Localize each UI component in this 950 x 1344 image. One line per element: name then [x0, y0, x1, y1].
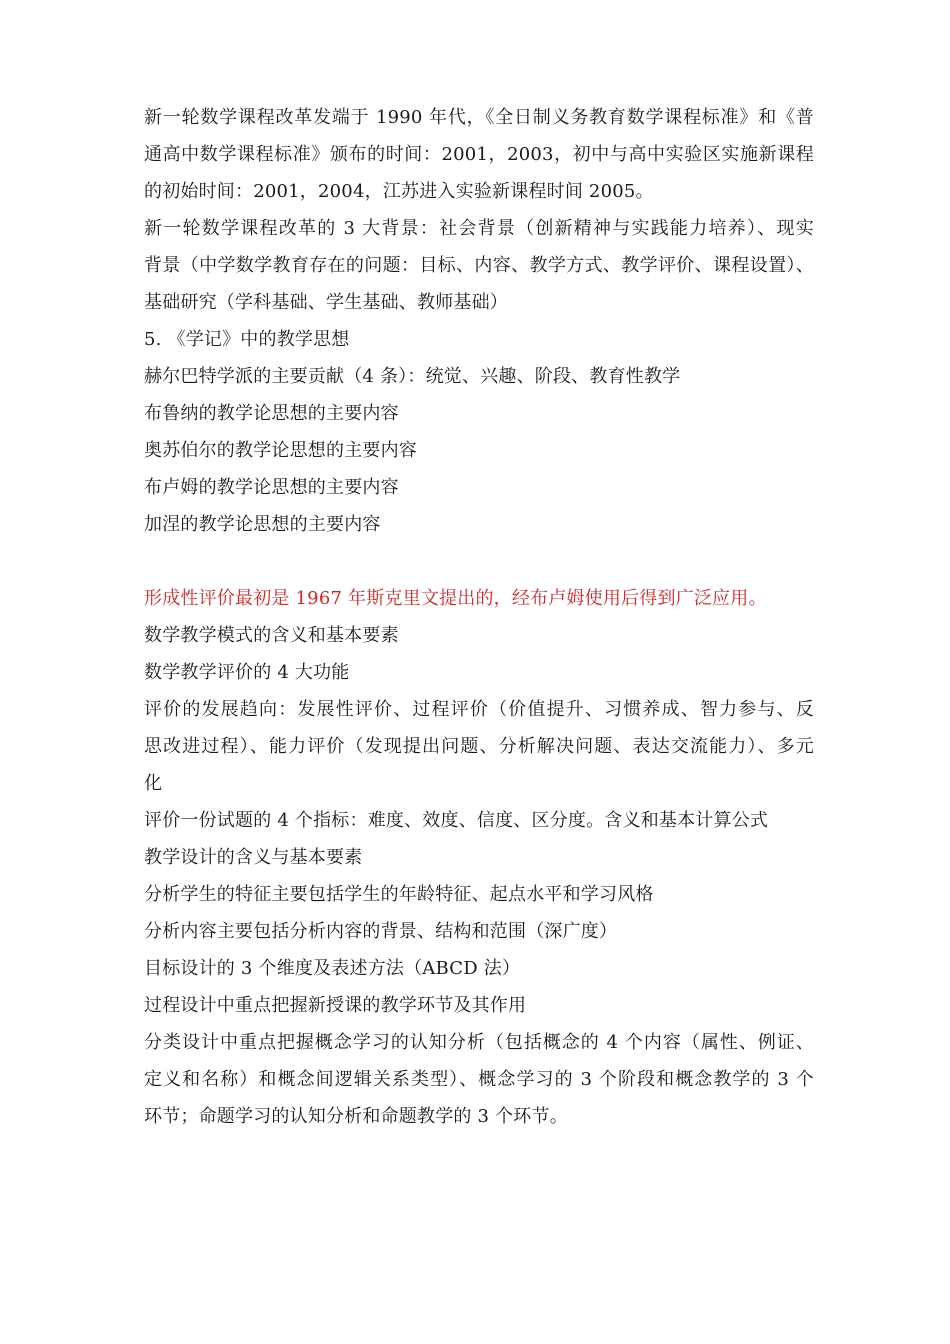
paragraph-line: 教学设计的含义与基本要素 — [144, 847, 363, 868]
paragraph-line: 布卢姆的教学论思想的主要内容 — [144, 477, 399, 498]
paragraph-line: 的初始时间：2001，2004，江苏进入实验新课程时间 2005。 — [144, 181, 654, 202]
paragraph-line: 评价一份试题的 4 个指标：难度、效度、信度、区分度。含义和基本计算公式 — [144, 810, 769, 831]
paragraph-line: 定义和名称）和概念间逻辑关系类型）、概念学习的 3 个阶段和概念教学的 3 个 — [144, 1069, 814, 1090]
paragraph-line: 数学教学模式的含义和基本要素 — [144, 625, 399, 646]
paragraph-line: 化 — [144, 773, 163, 794]
paragraph-line: 目标设计的 3 个维度及表述方法（ABCD 法） — [144, 958, 521, 979]
paragraph-line: 新一轮数学课程改革的 3 大背景：社会背景（创新精神与实践能力培养）、现实 — [144, 218, 814, 239]
paragraph-line: 思改进过程）、能力评价（发现提出问题、分析解决问题、表达交流能力）、多元 — [144, 736, 814, 757]
paragraph-line: 赫尔巴特学派的主要贡献（4 条）：统觉、兴趣、阶段、教育性教学 — [144, 366, 681, 387]
paragraph-line: 背景（中学数学教育存在的问题：目标、内容、教学方式、教学评价、课程设置）、 — [144, 255, 814, 276]
document-page — [144, 99, 814, 1135]
paragraph-line: 基础研究（学科基础、学生基础、教师基础） — [144, 292, 508, 313]
paragraph-line: 奥苏伯尔的教学论思想的主要内容 — [144, 440, 417, 461]
paragraph-line: 过程设计中重点把握新授课的教学环节及其作用 — [144, 995, 527, 1016]
paragraph-line: 分析学生的特征主要包括学生的年龄特征、起点水平和学习风格 — [144, 884, 654, 905]
paragraph-line: 分析内容主要包括分析内容的背景、结构和范围（深广度） — [144, 921, 618, 942]
paragraph-line: 新一轮数学课程改革发端于 1990 年代，《全日制义务教育数学课程标准》和《普 — [144, 107, 814, 128]
paragraph-line: 数学教学评价的 4 大功能 — [144, 662, 350, 683]
paragraph-line: 通高中数学课程标准》颁布的时间：2001，2003，初中与高中实验区实施新课程 — [144, 144, 814, 165]
highlighted-line: 形成性评价最初是 1967 年斯克里文提出的，经布卢姆使用后得到广泛应用。 — [144, 588, 767, 609]
paragraph-line: 分类设计中重点把握概念学习的认知分析（包括概念的 4 个内容（属性、例证、 — [144, 1032, 814, 1053]
paragraph-line: 环节；命题学习的认知分析和命题教学的 3 个环节。 — [144, 1106, 568, 1127]
paragraph-line: 评价的发展趋向：发展性评价、过程评价（价值提升、习惯养成、智力参与、反 — [144, 699, 814, 720]
list-item: 5. 《学记》中的教学思想 — [144, 329, 350, 350]
blank-line — [144, 543, 814, 580]
paragraph-line: 加涅的教学论思想的主要内容 — [144, 514, 381, 535]
paragraph-line: 布鲁纳的教学论思想的主要内容 — [144, 403, 399, 424]
